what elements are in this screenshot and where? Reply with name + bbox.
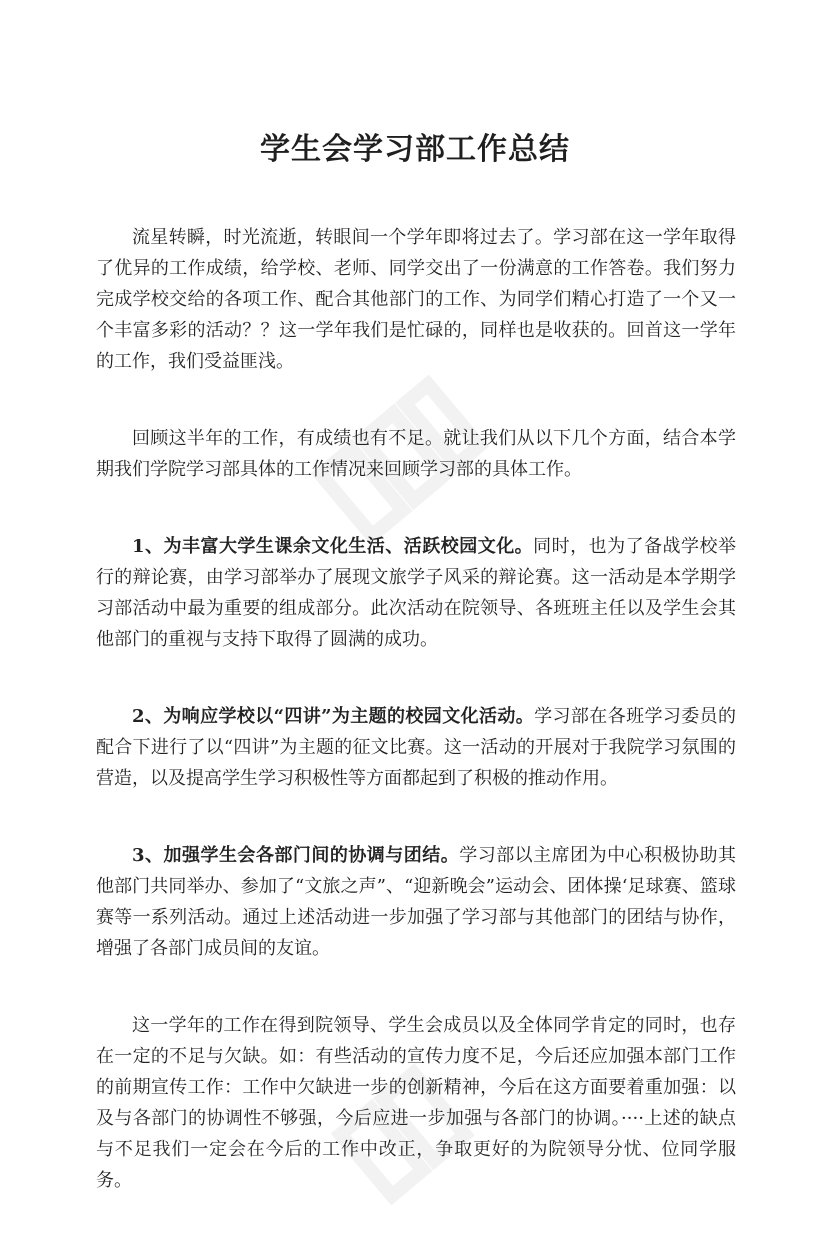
paragraph-text: 学习部在各班学习委员的配合下进行了以“四讲”为主题的征文比赛。这一活动的开展对于我院学习氛围的营造，以及提高学生学习积极性等方面都起到了积极的推动作用。 <box>96 706 737 789</box>
paragraph-text: 这一学年的工作在得到院领导、学生会成员以及全体同学肯定的同时，也存在一定的不足与欠缺。如：有些活动的宣传力度不足，今后还应加强本部门工作的前期宣传工作：工作中欠缺进一步的创新精神，今后在这方面要着重加强：以及与各部门的协调性不够强，今后应进一步加强与各部门的协调。····上述的缺点与不足我们一定会在今后的工作中改正，争取更好的为院领导分忧、位同学服务。 <box>96 1015 736 1191</box>
paragraph-text: 流星转瞬，时光流逝，转眼间一个学年即将过去了。学习部在这一学年取得了优异的工作成绩，给学校、老师、同学交出了一份满意的工作答卷。我们努力完成学校交给的各项工作、配合其他部门的工作、为同学们精心打造了一个又一个丰富多彩的活动？？这一学年我们是忙碌的，同样也是收获的。回首这一学年的工作，我们受益匪浅。 <box>96 227 736 372</box>
paragraph-text: 同时，也为了备战学校举行的辩论赛，由学习部举办了展现文旅学子风采的辩论赛。这一活动是本学期学习部活动中最为重要的组成部分。此次活动在院领导、各班班主任以及学生会其他部门的重视与支持下取得了圆满的成功。 <box>96 536 737 650</box>
document-body <box>96 222 736 1242</box>
paragraph-item-2 <box>96 701 736 794</box>
paragraph-item-1 <box>96 531 736 655</box>
paragraph-conclusion <box>96 1010 736 1196</box>
paragraph-text: 学习部以主席团为中心积极协助其他部门共同举办、参加了“文旅之声”、“迎新晚会”运动会、团体操‘足球赛、篮球赛等一系列活动。通过上述活动进一步加强了学习部与其他部门的团结与协作，增强了各部门成员间的友谊。 <box>96 845 737 959</box>
paragraph-text: 回顾这半年的工作，有成绩也有不足。就让我们从以下几个方面，结合本学期我们学院学习部具体的工作情况来回顾学习部的具体工作。 <box>96 428 736 480</box>
paragraph-item-3 <box>96 840 736 964</box>
paragraph-intro <box>96 222 736 377</box>
paragraph-heading: 1、为丰富大学生课余文化生活、活跃校园文化。 <box>132 536 534 557</box>
document-title: 学生会学习部工作总结 <box>260 132 570 168</box>
paragraph-review <box>96 423 736 485</box>
paragraph-heading: 3、加强学生会各部门间的协调与团结。 <box>132 845 460 866</box>
paragraph-heading: 2、为响应学校以“四讲”为主题的校园文化活动。 <box>132 706 535 727</box>
